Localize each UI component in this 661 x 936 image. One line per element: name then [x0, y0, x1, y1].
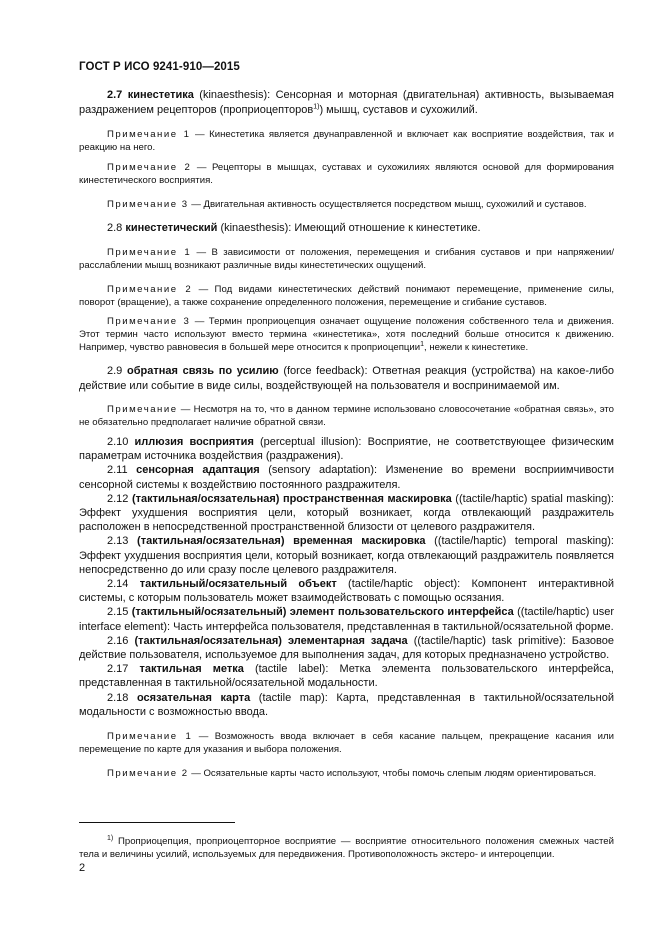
- term-entry-2-9: [79, 364, 614, 393]
- entry-term: тактильный/осязательный объект: [139, 578, 337, 591]
- entry-number: 2.7: [107, 89, 123, 101]
- note-label: Примечание 2: [107, 768, 189, 779]
- note-label: Примечание 2: [107, 162, 192, 173]
- note-text: — Возможность ввода включает в себя касание пальцем, прекращение касания или перемещение по карте для указания и выбора положения.: [79, 731, 614, 755]
- note-2-8-3: [79, 315, 614, 354]
- entry-term: (тактильная/осязательная) пространственная маскировка: [131, 492, 452, 505]
- note-2-8-2: [79, 283, 614, 309]
- note-text: — В зависимости от положения, перемещения и сгибания суставов и при напряжении/расслаблении мышц возникают различные виды кинестетических ощущений.: [79, 247, 615, 271]
- entry-term: кинестетический: [125, 222, 218, 234]
- entry-definition: (tactile map): Карта, представленная в тактильной/осязательной модальности с возможностью ввода.: [79, 691, 615, 718]
- footnote-separator: [79, 822, 235, 823]
- term-entry-2-14: [79, 577, 614, 605]
- entry-definition: (kinaesthesis): Сенсорная и моторная (двигательная) активность, вызываемая раздражением рецепторов (проприоцепторов: [79, 89, 614, 116]
- entry-number: 2.9: [107, 365, 123, 377]
- note-2-18-2: [79, 767, 614, 780]
- entry-term: (тактильная/осязательная) элементарная задача: [134, 634, 408, 647]
- entry-definition: (perceptual illusion): Восприятие, не соответствующее физическим параметрам источника воздействия (раздражения).: [79, 436, 614, 463]
- term-list: [79, 435, 614, 719]
- footnote-text: Проприоцепция, проприоцепторное восприятие — восприятие относительного положения смежных частей тела и величины усилий, используемых для передвижения. Противоположность экстеро- и интероцепции.: [79, 836, 614, 860]
- entry-number: 2.8: [107, 222, 123, 234]
- entry-number: 2.17: [107, 663, 129, 676]
- note-text: — Несмотря на то, что в данном термине использовано словосочетание «обратная связь», это не обязательно предполагает наличие обратной связи.: [79, 404, 614, 428]
- entry-definition: (kinaesthesis): Имеющий отношение к кинестетике.: [217, 222, 481, 234]
- term-entry-2-12: [79, 492, 614, 535]
- entry-term: кинестетика: [127, 89, 194, 101]
- note-2-9: [79, 403, 614, 429]
- footnote-mark: 1): [107, 834, 114, 842]
- term-entry-2-8: [79, 221, 614, 236]
- note-2-7-1: [79, 128, 614, 154]
- entry-number: 2.14: [107, 578, 129, 591]
- entry-definition: ((tactile/haptic) user interface element): Часть интерфейса пользователя, представленная в тактильной/осязательной форме.: [79, 606, 614, 633]
- note-text: — Термин проприоцепция означает ощущение положения собственного тела и движения. Этот термин часто используют вместо термина «кинестетика», хотя последний больше относится к движению. Например, чувство равновесия в большей мере относится к проприоцепции: [79, 316, 614, 353]
- entry-number: 2.12: [107, 492, 129, 505]
- entry-term: сенсорная адаптация: [136, 464, 260, 477]
- term-entry-2-15: [79, 605, 614, 633]
- entry-number: 2.18: [107, 691, 129, 704]
- entry-number: 2.13: [107, 535, 129, 548]
- footnote-ref: 1: [420, 340, 425, 348]
- note-text: — Под видами кинестетических действий понимают перемещение, применение силы, поворот (вращение), а также сохранение определенного положения, перемещение и сгибание суставов.: [79, 284, 615, 308]
- entry-definition: (force feedback): Ответная реакция (устройства) на какое-либо действие или событие в виде силы, воздействующей на пользователя и воспринимаемой им.: [79, 365, 615, 392]
- term-entry-2-17: [79, 662, 614, 690]
- note-label: Примечание 3: [107, 199, 189, 210]
- note-text: — Осязательные карты часто используют, чтобы помочь слепым людям ориентироваться.: [188, 768, 597, 779]
- term-entry-2-10: [79, 435, 614, 463]
- note-label: Примечание 3: [107, 316, 191, 327]
- note-label: Примечание 1: [107, 731, 193, 742]
- note-text: — Кинестетика является двунаправленной и включает как восприятие воздействия, так и реакцию на него.: [79, 129, 614, 153]
- entry-definition: (tactile/haptic object): Компонент интерактивной системы, с которым пользователь может взаимодействовать с помощью осязания.: [79, 578, 615, 605]
- entry-number: 2.10: [107, 436, 129, 448]
- term-entry-2-11: [79, 463, 614, 491]
- term-entry-2-18: [79, 691, 614, 719]
- entry-number: 2.16: [107, 634, 129, 647]
- note-label: Примечание: [107, 404, 178, 415]
- note-label: Примечание 1: [107, 247, 192, 258]
- note-text: — Двигательная активность осуществляется посредством мышц, сухожилий и суставов.: [188, 199, 587, 210]
- note-text-tail: , нежели к кинестетике.: [424, 342, 529, 353]
- entry-term: осязательная карта: [136, 691, 251, 704]
- note-2-8-1: [79, 246, 614, 272]
- note-text: — Рецепторы в мышцах, суставах и сухожилиях являются основой для формирования кинестетического восприятия.: [79, 162, 614, 186]
- entry-definition: (sensory adaptation): Изменение во времени восприимчивости сенсорной системы к воздействию постоянного раздражителя.: [79, 464, 614, 491]
- entry-definition: ((tactile/haptic) spatial masking): Эффект ухудшения восприятия цели, который возникает, когда отвлекающий раздражитель расположен в непосредственной пространственной близости от целевого раздражителя.: [79, 492, 614, 534]
- entry-definition: (tactile label): Метка элемента пользовательского интерфейса, представленная в тактильной/осязательной модальности.: [79, 663, 614, 690]
- term-entry-2-7: [79, 88, 614, 117]
- note-2-7-3: [79, 198, 614, 211]
- entry-term: обратная связь по усилию: [127, 365, 279, 377]
- footnote-ref: 1): [313, 102, 320, 110]
- note-label: Примечание 2: [107, 284, 193, 295]
- entry-definition-tail: ) мышц, суставов и сухожилий.: [319, 103, 478, 116]
- note-2-18-1: [79, 730, 614, 756]
- entry-term: иллюзия восприятия: [134, 436, 254, 448]
- entry-number: 2.15: [107, 606, 129, 619]
- note-2-7-2: [79, 161, 614, 187]
- note-label: Примечание 1: [107, 129, 191, 140]
- page-number: 2: [79, 862, 86, 874]
- entry-term: тактильная метка: [139, 663, 244, 676]
- entry-definition: ((tactile/haptic) temporal masking): Эффект ухудшения восприятия цели, который возникает, когда отвлекающий раздражитель появляется непосредственно до или сразу после целевого раздражителя.: [79, 535, 614, 576]
- entry-term: (тактильная/осязательная) временная маскировка: [137, 535, 426, 548]
- footnote: [79, 835, 614, 861]
- entry-number: 2.11: [107, 464, 128, 477]
- term-entry-2-13: [79, 534, 614, 577]
- term-entry-2-16: [79, 634, 614, 662]
- document-header: ГОСТ Р ИСО 9241-910—2015: [79, 61, 240, 73]
- entry-definition: ((tactile/haptic) task primitive): Базовое действие пользователя, используемое для выполнения задач, для которых предназначено устройство.: [79, 634, 614, 662]
- entry-term: (тактильный/осязательный) элемент пользовательского интерфейса: [131, 606, 514, 619]
